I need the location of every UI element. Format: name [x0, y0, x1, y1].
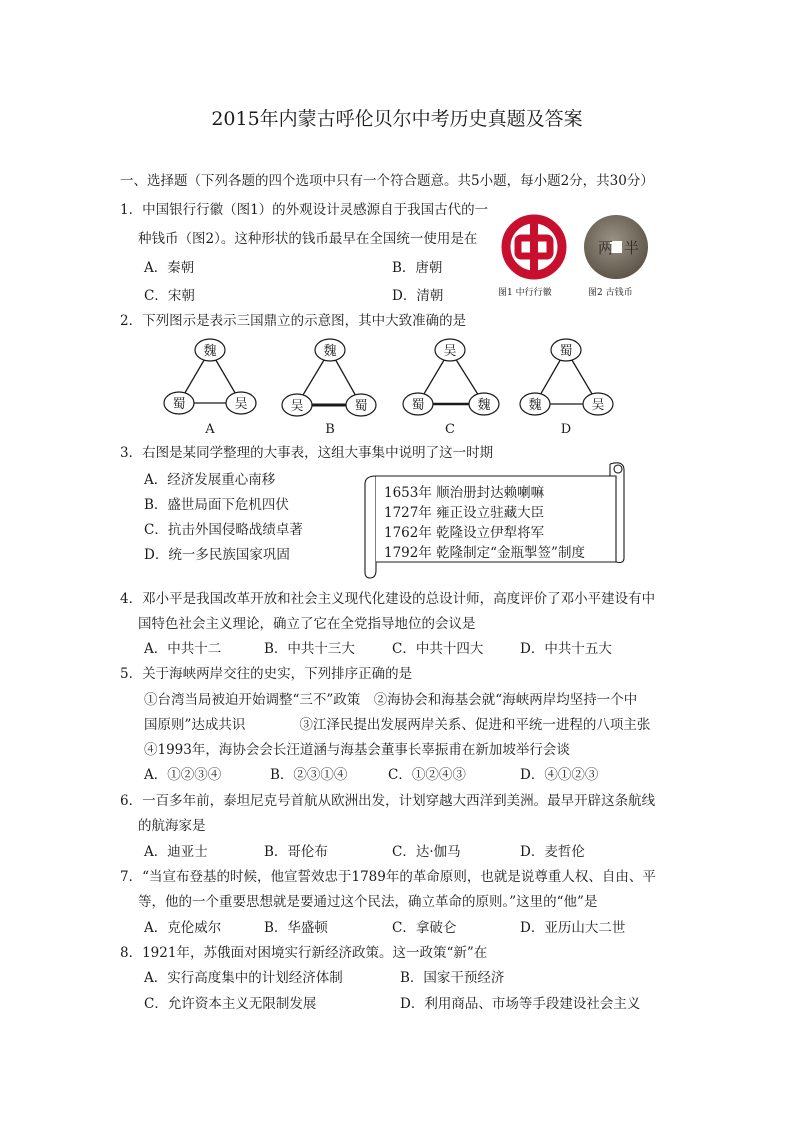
section-heading: 一、选择题（下列各题的四个选项中只有一个符合题意。共5小题，每小题2分，共30分）	[120, 173, 654, 189]
q6-option-d: D．麦哲伦	[520, 844, 585, 860]
q7-option-c: C．拿破仑	[392, 920, 457, 936]
q8-option-c: C．允许资本主义无限制发展	[144, 996, 317, 1012]
q5-option-a: A．①②③④	[144, 767, 222, 783]
q6-stem-line2: 的航海家是	[138, 818, 206, 834]
bank-logo-figure	[498, 211, 570, 283]
q5-stem-line2: ①台湾当局被迫开始调整“三不”政策 ②海协会和海基会就“海峡两岸均坚持一个中	[144, 692, 638, 708]
q8-option-b: B．国家干预经济	[400, 970, 505, 986]
bank-logo-bar	[530, 217, 538, 277]
diagram-c-right-label: 魏	[477, 398, 491, 413]
diagram-d-letter: D	[560, 422, 572, 437]
q3-option-c: C．抗击外国侵略战绩卓著	[144, 522, 303, 538]
event-line-1: 1653年 顺治册封达赖喇嘛	[384, 485, 545, 501]
q4-stem-line1: 4．邓小平是我国改革开放和社会主义现代化建设的总设计师，高度评价了邓小平建设有中	[120, 591, 656, 607]
q4-option-c: C．中共十四大	[392, 641, 484, 657]
q4-option-d: D．中共十五大	[520, 641, 612, 657]
q1-option-a: A．秦朝	[144, 260, 195, 276]
q7-option-d: D．亚历山大二世	[520, 920, 626, 936]
q4-stem-line2: 国特色社会主义理论，确立了它在全党指导地位的会议是	[138, 616, 476, 632]
diagram-d-left-label: 魏	[528, 398, 542, 413]
q3-option-d: D．统一多民族国家巩固	[144, 547, 290, 563]
diagram-c-left-label: 蜀	[411, 398, 425, 413]
q1-stem-line2: 种钱币（图2）。这种形状的钱币最早在全国统一使用是在	[138, 231, 478, 247]
q7-stem-line1: 7．“当宣布登基的时候，他宣誓效忠于1789年的革命原则，也就是说尊重人权、自由、平	[120, 869, 656, 885]
scroll-left-roll	[365, 476, 376, 578]
q8-option-d: D．利用商品、市场等手段建设社会主义	[400, 996, 641, 1012]
coin-glyph-right: 半	[624, 239, 640, 257]
diagram-d-right-label: 吴	[591, 398, 605, 413]
diagram-b-left-label: 吴	[290, 399, 304, 414]
q5-stem-line4: ④1993年，海协会会长汪道涵与海基会董事长辜振甫在新加坡举行会谈	[144, 742, 570, 758]
diagram-a-letter: A	[205, 422, 215, 437]
q7-option-a: A．克伦威尔	[144, 920, 222, 936]
q6-stem-line1: 6．一百多年前，泰坦尼克号首航从欧洲出发，计划穿越大西洋到美洲。最早开辟这条航线	[120, 793, 656, 809]
q5-stem-line3: 国原则”达成共识 ③江泽民提出发展两岸关系、促进和平统一进程的八项主张	[144, 717, 651, 733]
q5-option-c: C．①②④③	[388, 767, 466, 783]
q4-option-a: A．中共十二	[144, 641, 222, 657]
q7-option-b: B．华盛顿	[264, 920, 328, 936]
ancient-coin-figure	[580, 211, 652, 283]
diagram-b-right-label: 蜀	[354, 399, 368, 414]
event-line-4: 1792年 乾隆制定“金瓶掣签”制度	[384, 545, 585, 561]
q8-option-a: A．实行高度集中的计划经济体制	[144, 970, 343, 986]
event-line-3: 1762年 乾隆设立伊犁将军	[384, 525, 545, 541]
diagram-b-top-label: 魏	[323, 344, 337, 359]
page-title: 2015年内蒙古呼伦贝尔中考历史真题及答案	[211, 108, 583, 130]
q1-option-c: C．宋朝	[144, 288, 195, 304]
q3-option-a: A．经济发展重心南移	[144, 472, 276, 488]
q3-option-b: B．盛世局面下危机四伏	[144, 497, 289, 513]
q5-option-b: B．②③①④	[270, 767, 348, 783]
q1-stem-line1: 1．中国银行行徽（图1）的外观设计灵感源自于我国古代的一	[120, 202, 489, 218]
q3-stem: 3．右图是某同学整理的大事表，这组大事集中说明了这一时期	[120, 445, 494, 461]
q1-option-d: D．清朝	[392, 288, 444, 304]
diagram-a-top-label: 魏	[203, 344, 217, 359]
q4-option-b: B．中共十三大	[264, 641, 355, 657]
q7-stem-line2: 等，他的一个重要思想就是要通过这个民法，确立革命的原则。”这里的“他”是	[138, 894, 598, 910]
diagram-d-top-label: 蜀	[559, 344, 573, 359]
q1-option-b: B．唐朝	[392, 260, 443, 276]
q2-stem: 2．下列图示是表示三国鼎立的示意图，其中大致准确的是	[120, 313, 467, 329]
q6-option-c: C．达·伽马	[392, 844, 461, 860]
three-kingdoms-diagrams	[150, 333, 630, 439]
fig1-caption: 图1 中行行徽	[498, 288, 552, 298]
q5-stem-line1: 5．关于海峡两岸交往的史实，下列排序正确的是	[120, 666, 413, 682]
diagram-b-letter: B	[325, 422, 335, 437]
diagram-c-letter: C	[445, 422, 455, 437]
q6-option-a: A．迪亚士	[144, 844, 208, 860]
diagram-a-right-label: 吴	[234, 397, 248, 412]
coin-glyph-left: 两	[598, 239, 614, 257]
q8-stem: 8．1921年，苏俄面对困境实行新经济政策。这一政策“新”在	[120, 945, 488, 961]
fig2-caption: 图2 古钱币	[588, 288, 633, 298]
q5-option-d: D．④①②③	[520, 767, 599, 783]
scroll-curl	[614, 465, 622, 473]
diagram-c-top-label: 吴	[443, 344, 457, 359]
event-line-2: 1727年 雍正设立驻藏大臣	[384, 505, 545, 521]
diagram-a-left-label: 蜀	[172, 397, 186, 412]
q6-option-b: B．哥伦布	[264, 844, 328, 860]
